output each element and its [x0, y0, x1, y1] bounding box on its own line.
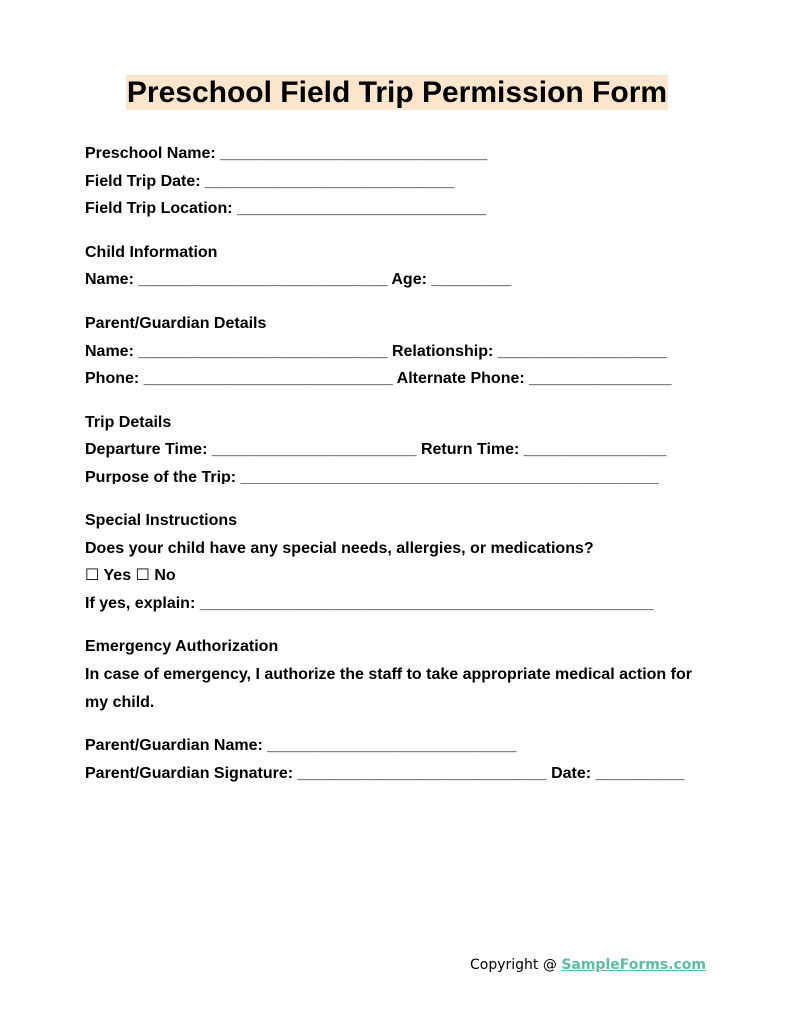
guardian-signature-date-field[interactable]: Parent/Guardian Signature: ____________________________ Date: __________ [85, 764, 685, 782]
field-trip-location-field[interactable]: Field Trip Location: ____________________________ [85, 200, 487, 218]
parent-phone-field[interactable]: Phone: ____________________________ Alternate Phone: ________________ [85, 370, 672, 388]
parent-name-relationship-field[interactable]: Name: ____________________________ Relationship: ___________________ [85, 342, 667, 360]
field-trip-date-field[interactable]: Field Trip Date: ____________________________ [85, 172, 455, 190]
yes-no-checkboxes[interactable]: ☐ Yes ☐ No [85, 567, 176, 585]
guardian-name-field[interactable]: Parent/Guardian Name: ____________________________ [85, 737, 517, 755]
special-instructions-heading: Special Instructions [85, 511, 238, 529]
form-body [85, 140, 705, 787]
trip-details-heading: Trip Details [85, 413, 172, 431]
parent-details-heading: Parent/Guardian Details [85, 314, 267, 332]
emergency-authorization-text: In case of emergency, I authorize the staff to take appropriate medical action for my child. [85, 665, 692, 711]
trip-purpose-field[interactable]: Purpose of the Trip: _______________________________________________ [85, 468, 659, 484]
special-needs-question: Does your child have any special needs, allergies, or medications? [85, 539, 594, 557]
emergency-authorization-heading: Emergency Authorization [85, 638, 279, 656]
departure-return-time-field[interactable]: Departure Time: _______________________ Return Time: ________________ [85, 441, 667, 459]
child-name-age-field[interactable]: Name: ____________________________ Age: _________ [85, 271, 512, 289]
preschool-name-field[interactable]: Preschool Name: ______________________________ [85, 145, 488, 162]
title-container [0, 75, 794, 110]
page-title: Preschool Field Trip Permission Form [126, 76, 668, 109]
copyright-footer [470, 955, 706, 975]
explain-field[interactable]: If yes, explain: ___________________________________________________ [85, 594, 654, 612]
sampleforms-link[interactable]: SampleForms.com [561, 957, 707, 973]
child-information-heading: Child Information [85, 243, 218, 261]
copyright-text: Copyright @ [470, 957, 562, 973]
